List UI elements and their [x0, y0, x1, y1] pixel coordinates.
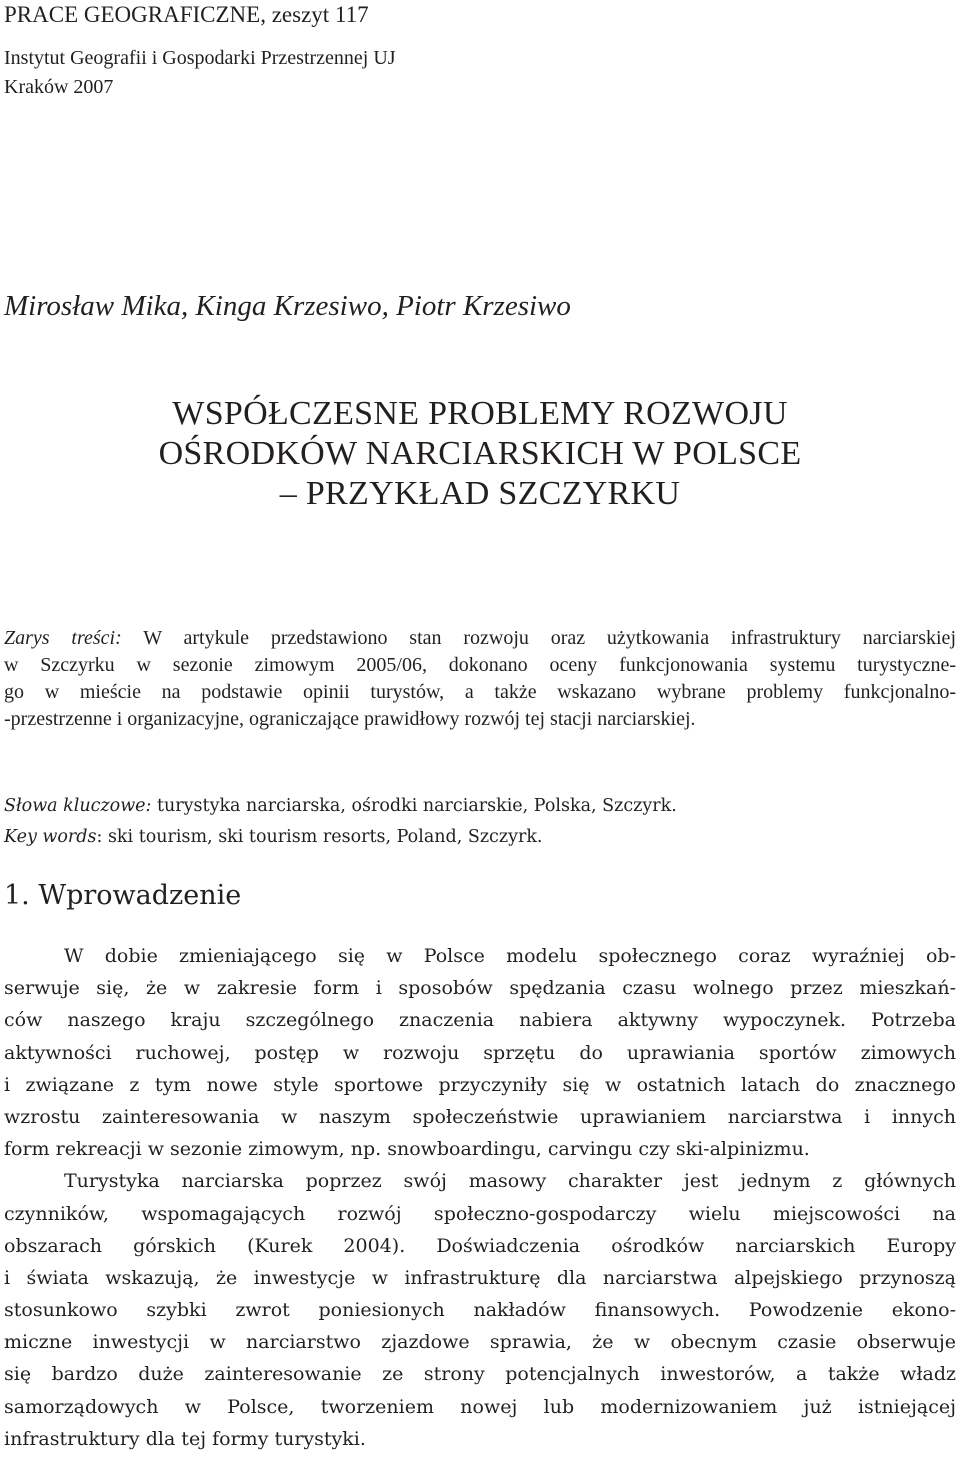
- body-line: samorządowych w Polsce, tworzeniem nowej lub modernizowaniem już istniejącej: [4, 1395, 956, 1418]
- abstract-line: -przestrzenne i organizacyjne, ograniczające prawidłowy rozwój tej stacji narciarskiej.: [4, 708, 696, 730]
- body-line: się bardzo duże zainteresowanie ze strony potencjalnych inwestorów, a także władz: [4, 1363, 956, 1386]
- section-heading: 1. Wprowadzenie: [4, 880, 242, 911]
- abstract-line: go w mieście na podstawie opinii turystów, a także wskazano wybrane problemy funkcjonalno-: [4, 681, 956, 703]
- article-title: [0, 394, 960, 514]
- body-line: Turystyka narciarska poprzez swój masowy charakter jest jednym z głównych: [64, 1170, 956, 1193]
- body-line: serwuje się, że w zakresie form i sposobów spędzania czasu wolnego przez mieszkań-: [4, 977, 956, 1000]
- body-line: i świata wskazują, że inwestycje w infrastrukturę dla narciarstwa alpejskiego przynoszą: [4, 1266, 956, 1289]
- body-line: form rekreacji w sezonie zimowym, np. snowboardingu, carvingu czy ski-alpinizmu.: [4, 1138, 810, 1161]
- keywords-en-text: : ski tourism, ski tourism resorts, Poland, Szczyrk.: [96, 827, 543, 847]
- body-line: i związane z tym nowe style sportowe przyczyniły się w ostatnich latach do znacznego: [4, 1073, 956, 1096]
- abstract-label: Zarys treści:: [4, 627, 122, 649]
- title-line: OŚRODKÓW NARCIARSKICH W POLSCE: [158, 435, 802, 472]
- keywords-en: [4, 822, 677, 853]
- keywords-pl-text: turystyka narciarska, ośrodki narciarskie, Polska, Szczyrk.: [151, 796, 677, 816]
- institute-name: Instytut Geografii i Gospodarki Przestrzennej UJ: [4, 47, 396, 69]
- section-body: [4, 940, 956, 1455]
- body-line: stosunkowo szybki zwrot poniesionych nakładów finansowych. Powodzenie ekono-: [4, 1299, 956, 1322]
- keywords: [4, 791, 677, 853]
- keywords-pl-label: Słowa kluczowe:: [4, 796, 152, 816]
- keywords-pl: [4, 791, 677, 822]
- body-line: aktywności ruchowej, postęp w rozwoju sprzętu do uprawiania sportów zimowych: [4, 1041, 956, 1064]
- body-line: W dobie zmieniającego się w Polsce modelu społecznego coraz wyraźniej ob-: [64, 945, 956, 967]
- authors: Mirosław Mika, Kinga Krzesiwo, Piotr Krzesiwo: [4, 290, 571, 322]
- keywords-en-label: Key words: [4, 827, 97, 847]
- place-year: Kraków 2007: [4, 76, 114, 98]
- abstract-text: W artykule przedstawiono stan rozwoju oraz użytkowania infrastruktury narciarskiej: [121, 627, 956, 649]
- body-line: czynników, wspomagających rozwój społeczno-gospodarczy wielu miejscowości na: [4, 1202, 956, 1225]
- abstract-line: [4, 625, 956, 652]
- title-line: WSPÓŁCZESNE PROBLEMY ROZWOJU: [172, 395, 788, 432]
- body-line: miczne inwestycji w narciarstwo zjazdowe sprawia, że w obecnym czasie obserwuje: [4, 1331, 956, 1354]
- body-line: ców naszego kraju szczególnego znaczenia nabiera aktywny wypoczynek. Potrzeba: [4, 1009, 956, 1032]
- body-line: obszarach górskich (Kurek 2004). Doświadczenia ośrodków narciarskich Europy: [4, 1234, 956, 1257]
- body-line: wzrostu zainteresowania w naszym społeczeństwie uprawianiem narciarstwa i innych: [4, 1105, 956, 1128]
- abstract-line: w Szczyrku w sezonie zimowym 2005/06, dokonano oceny funkcjonowania systemu turystyczne-: [4, 654, 956, 676]
- body-line: infrastruktury dla tej formy turystyki.: [4, 1427, 366, 1450]
- abstract: [4, 625, 956, 733]
- journal-name: PRACE GEOGRAFICZNE, zeszyt 117: [4, 2, 369, 27]
- title-line: – PRZYKŁAD SZCZYRKU: [279, 475, 681, 512]
